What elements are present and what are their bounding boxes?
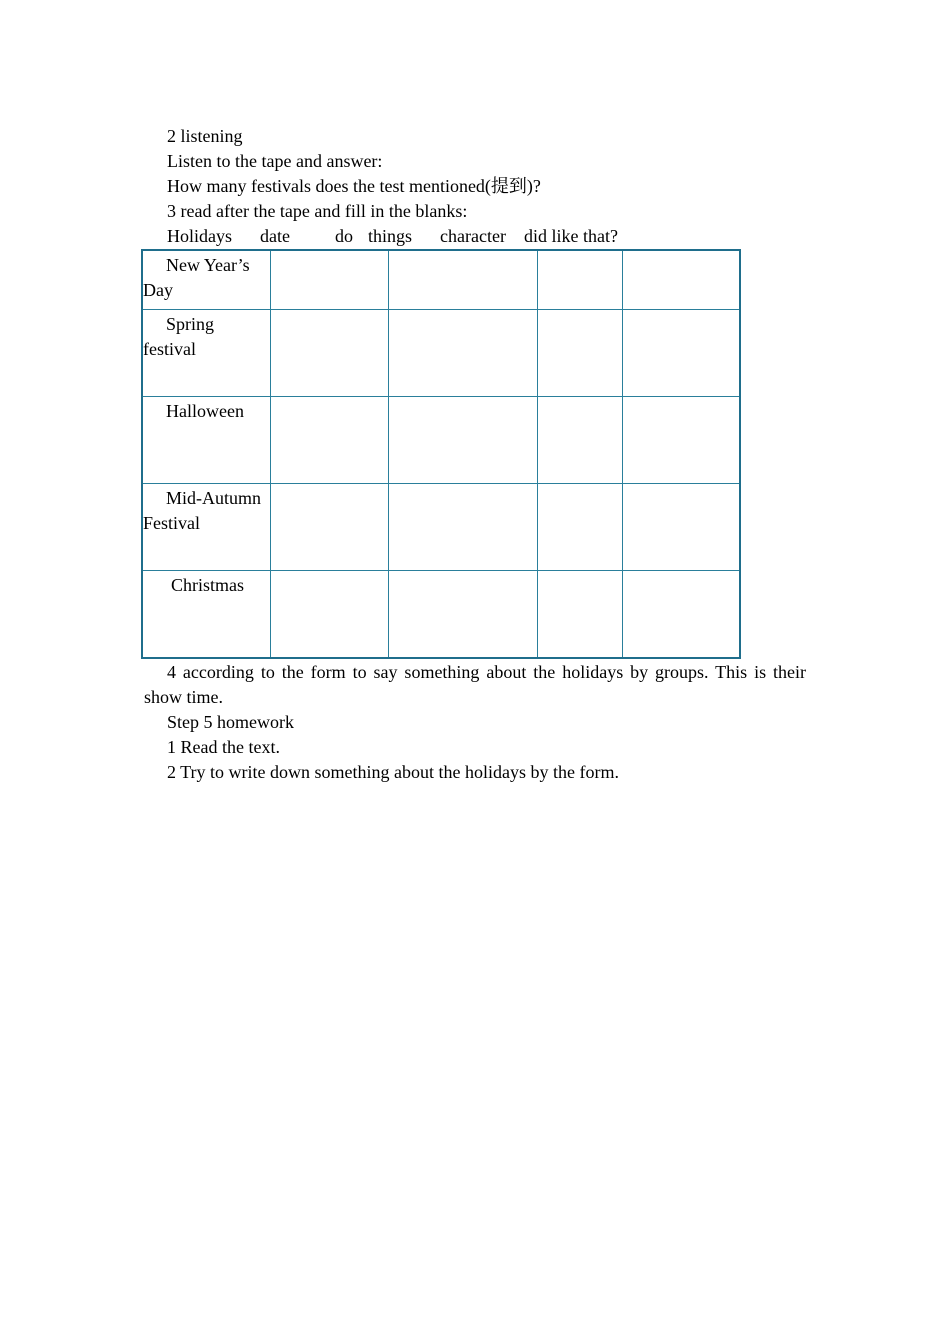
blank-cell[interactable] bbox=[388, 484, 537, 571]
holiday-name: Spring festival bbox=[143, 314, 215, 359]
table-row bbox=[142, 310, 740, 397]
holiday-cell bbox=[142, 310, 270, 397]
question-festivals: How many festivals does the test mentioned(提到)? bbox=[167, 176, 541, 196]
holiday-table bbox=[141, 249, 741, 659]
table-row bbox=[142, 484, 740, 571]
table-row bbox=[142, 397, 740, 484]
blank-cell[interactable] bbox=[622, 484, 740, 571]
holiday-cell bbox=[142, 397, 270, 484]
holiday-cell bbox=[142, 484, 270, 571]
blank-cell[interactable] bbox=[622, 571, 740, 659]
blank-cell[interactable] bbox=[622, 397, 740, 484]
table-row bbox=[142, 250, 740, 310]
header-did-like: did like that? bbox=[524, 226, 618, 246]
section-listening: 2 listening bbox=[167, 126, 243, 146]
holiday-name: Christmas bbox=[171, 575, 245, 595]
holiday-name: Halloween bbox=[166, 401, 244, 421]
homework-item-2: 2 Try to write down something about the holidays by the form. bbox=[167, 762, 619, 782]
instruction-fill-blanks: 3 read after the tape and fill in the blanks: bbox=[167, 201, 468, 221]
section-homework: Step 5 homework bbox=[167, 712, 294, 732]
table-row bbox=[142, 571, 740, 659]
blank-cell[interactable] bbox=[537, 571, 622, 659]
blank-cell[interactable] bbox=[537, 250, 622, 310]
blank-cell[interactable] bbox=[537, 310, 622, 397]
holiday-cell bbox=[142, 250, 270, 310]
blank-cell[interactable] bbox=[388, 397, 537, 484]
instruction-group-talk: 4 according to the form to say something about the holidays by groups. This is their show time. bbox=[144, 662, 806, 707]
blank-cell[interactable] bbox=[270, 397, 388, 484]
blank-cell[interactable] bbox=[388, 250, 537, 310]
header-things: things bbox=[368, 226, 413, 246]
holiday-name: Mid-Autumn Festival bbox=[143, 488, 262, 533]
blank-cell[interactable] bbox=[270, 484, 388, 571]
blank-cell[interactable] bbox=[388, 310, 537, 397]
header-character: character bbox=[440, 226, 506, 246]
blank-cell[interactable] bbox=[537, 397, 622, 484]
blank-cell[interactable] bbox=[537, 484, 622, 571]
header-holidays: Holidays bbox=[167, 226, 232, 246]
holiday-name: New Year’s Day bbox=[143, 255, 250, 300]
blank-cell[interactable] bbox=[622, 310, 740, 397]
blank-cell[interactable] bbox=[622, 250, 740, 310]
header-do: do bbox=[335, 226, 353, 246]
blank-cell[interactable] bbox=[270, 571, 388, 659]
header-date: date bbox=[260, 226, 290, 246]
blank-cell[interactable] bbox=[270, 250, 388, 310]
blank-cell[interactable] bbox=[388, 571, 537, 659]
holiday-cell bbox=[142, 571, 270, 659]
blank-cell[interactable] bbox=[270, 310, 388, 397]
instruction-listen: Listen to the tape and answer: bbox=[167, 151, 383, 171]
homework-item-1: 1 Read the text. bbox=[167, 737, 280, 757]
table-header-line bbox=[167, 224, 618, 249]
